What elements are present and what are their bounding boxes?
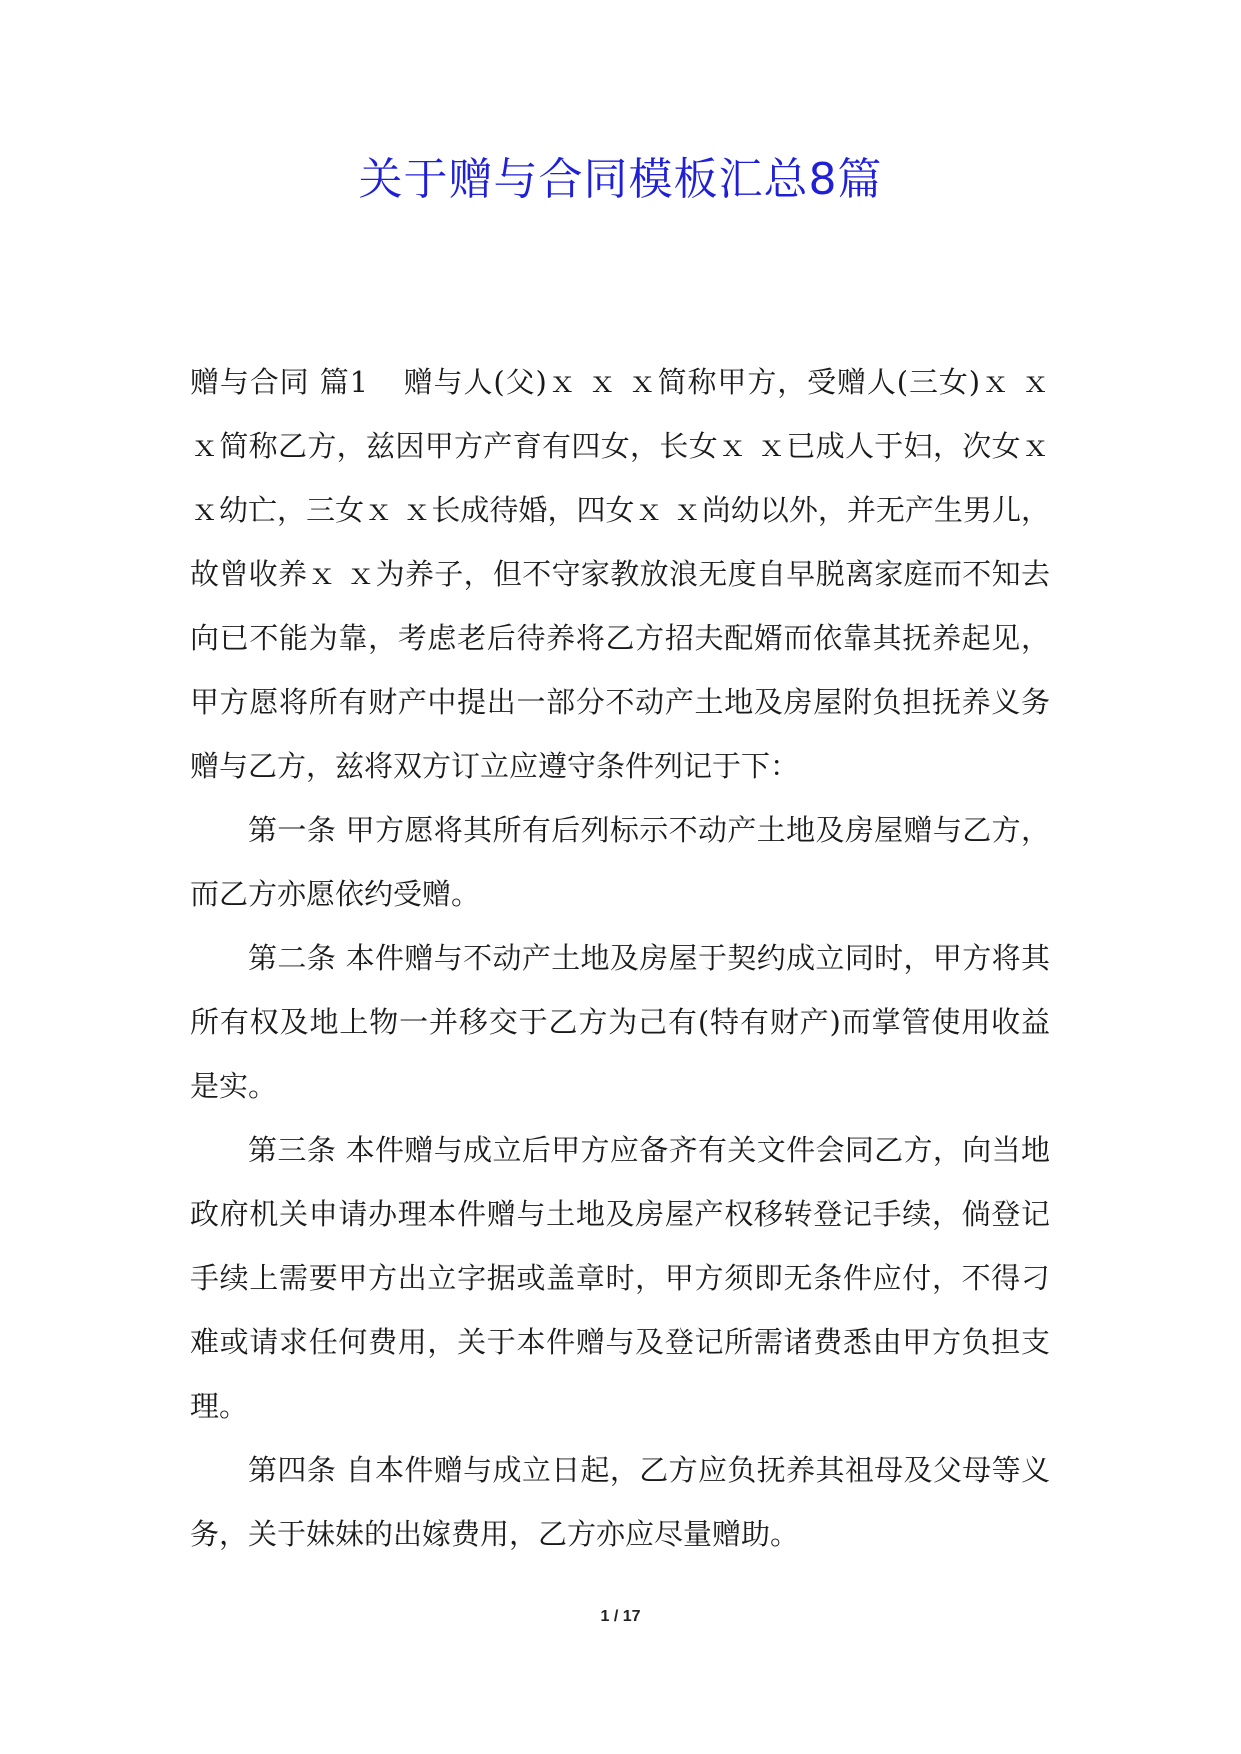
article-4: 第四条 自本件赠与成立日起，乙方应负抚养其祖母及父母等义务，关于妹妹的出嫁费用，乙方亦应尽量赠助。 bbox=[190, 1453, 1050, 1551]
section-label: 赠与合同 篇1 bbox=[190, 365, 369, 399]
page-number: 1 / 17 bbox=[600, 1608, 641, 1625]
intro-text: 赠与人(父)ｘ ｘ ｘ简称甲方，受赠人(三女)ｘ ｘ ｘ简称乙方，兹因甲方产育有四女，长女ｘ ｘ已成人于妇，次女ｘ ｘ幼亡，三女ｘ ｘ长成待婚，四女ｘ ｘ尚幼以外，并无产生男儿，故曾收养ｘ ｘ为养子，但不守家教放浪无度自早脱离家庭而不知去向已不能为靠，考虑老后待养将乙方招夫配婿而依靠其抚养起见，甲方愿将所有财产中提出一部分不动产土地及房屋附负担抚养义务赠与乙方，兹将双方订立应遵守条件列记于下： bbox=[190, 365, 1051, 783]
article-3: 第三条 本件赠与成立后甲方应备齐有关文件会同乙方，向当地政府机关申请办理本件赠与土地及房屋产权移转登记手续，倘登记手续上需要甲方出立字据或盖章时，甲方须即无条件应付，不得刁难或请求任何费用，关于本件赠与及登记所需诸费悉由甲方负担支理。 bbox=[190, 1133, 1050, 1423]
document-body bbox=[190, 350, 1050, 1566]
article-1: 第一条 甲方愿将其所有后列标示不动产土地及房屋赠与乙方，而乙方亦愿依约受赠。 bbox=[190, 813, 1050, 911]
article-2: 第二条 本件赠与不动产土地及房屋于契约成立同时，甲方将其所有权及地上物一并移交于乙方为己有(特有财产)而掌管使用收益是实。 bbox=[190, 941, 1050, 1103]
intro-paragraph bbox=[190, 350, 1050, 798]
document-title: 关于赠与合同模板汇总8篇 bbox=[358, 154, 883, 205]
